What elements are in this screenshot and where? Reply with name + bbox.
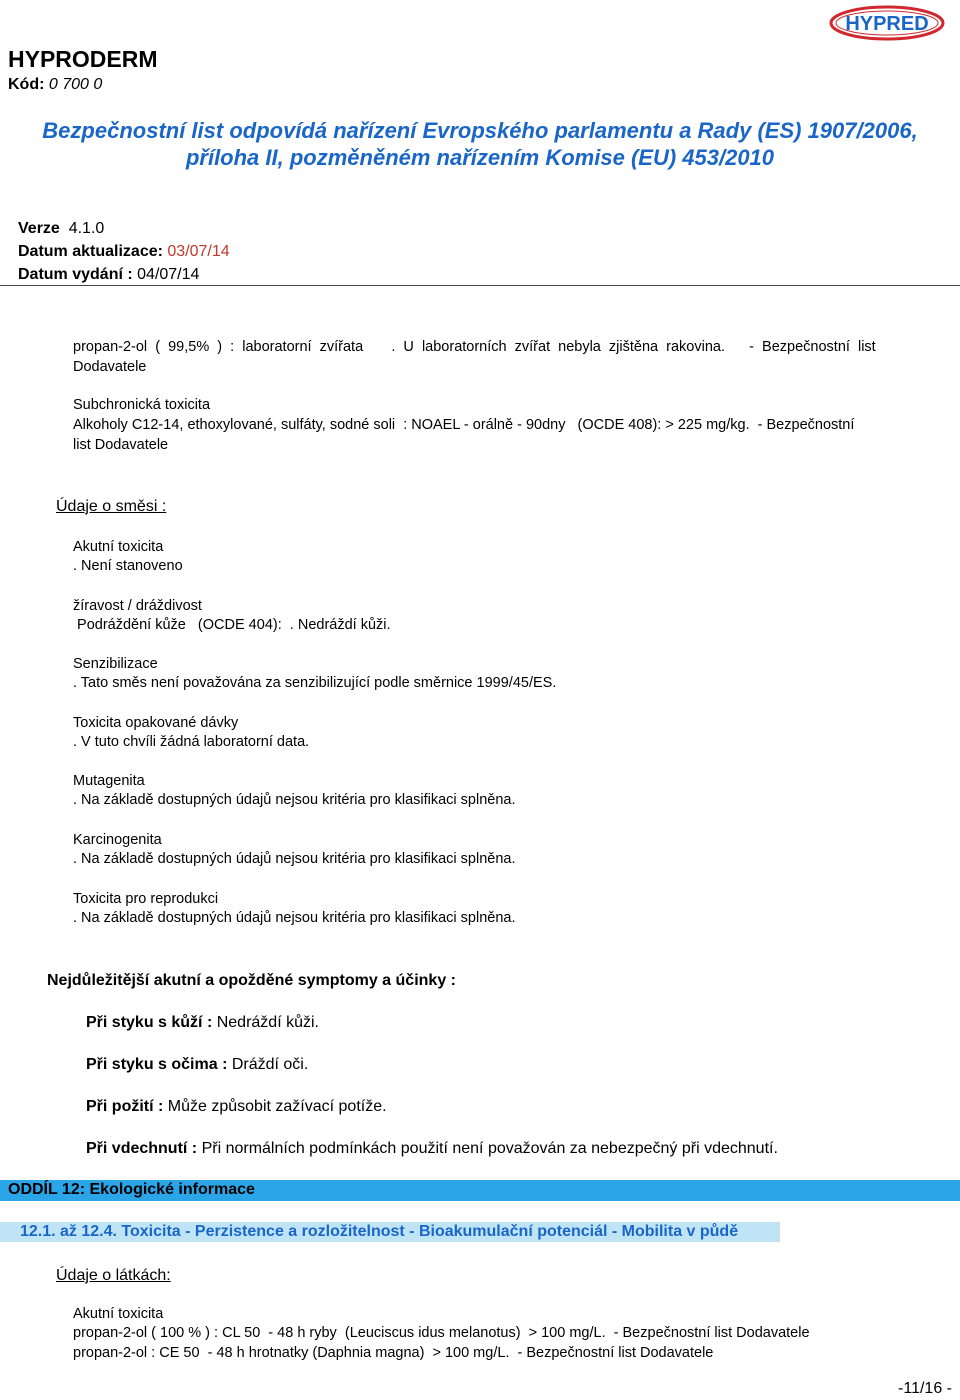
mixture-item-label: Toxicita pro reprodukci [73,891,219,907]
updated-value: 03/07/14 [167,243,230,260]
mixture-item-value: Podráždění kůže (OCDE 404): . Nedráždí kůži. [73,617,391,633]
subchronic-heading: Subchronická toxicita [73,397,211,413]
section-12-subbar [0,1222,780,1242]
page-number: -11/16 - [898,1380,952,1397]
symptom-value: Nedráždí kůži. [212,1014,319,1031]
section-12-subtitle: 12.1. až 12.4. Toxicita - Perzistence a rozložitelnost - Bioakumulační potenciál - Mobilita v půdě [20,1223,739,1240]
mixture-item-label: žíravost / dráždivost [73,598,202,614]
acute-toxicity-line: propan-2-ol : CE 50 - 48 h hrotnatky (Daphnia magna) > 100 mg/L. - Bezpečnostní list Dodavatele [73,1345,714,1361]
section-12-title: ODDÍL 12: Ekologické informace [8,1181,255,1198]
acute-toxicity-line: propan-2-ol ( 100 % ) : CL 50 - 48 h ryby (Leuciscus idus melanotus) > 100 mg/L. - Bezpečnostní list Dodavatele [73,1325,810,1341]
substance-line: propan-2-ol ( 99,5% ) : laboratorní zvířata . U laboratorních zvířat nebyla zjištěna rakovina. - Bezpečnostní list [73,339,876,355]
version-value: 4.1.0 [68,220,105,237]
symptom-skin [86,1014,319,1032]
mixture-item-label: Toxicita opakované dávky [73,715,239,731]
symptom-value: Může způsobit zažívací potíže. [163,1098,387,1115]
mixture-item-value: . Na základě dostupných údajů nejsou kritéria pro klasifikaci splněna. [73,851,516,867]
substances-heading: Údaje o látkách: [56,1267,171,1284]
version-label: Verze [18,220,60,237]
code-label: Kód: [8,76,45,93]
mixture-item-label: Senzibilizace [73,656,158,672]
symptom-label: Při styku s očima : [86,1056,228,1073]
issued-label: Datum vydání : [18,266,133,283]
symptom-ingestion [86,1098,387,1116]
symptom-value: Dráždí oči. [227,1056,309,1073]
mixture-item-label: Mutagenita [73,773,145,789]
mixture-item-label: Akutní toxicita [73,539,164,555]
mixture-item-label: Karcinogenita [73,832,162,848]
mixture-item-value: . Na základě dostupných údajů nejsou kritéria pro klasifikaci splněna. [73,792,516,808]
updated-label: Datum aktualizace: [18,243,163,260]
logo-text: HYPRED [845,13,929,35]
code-value: 0 700 0 [48,76,103,93]
mixture-item-value: . Není stanoveno [73,558,183,574]
product-code [8,76,102,94]
version-row [18,220,104,238]
mixture-item-value: . Tato směs není považována za senzibilizující podle směrnice 1999/45/ES. [73,675,557,691]
mixture-heading: Údaje o směsi : [56,498,167,515]
section-12-bar [0,1180,960,1201]
symptoms-heading: Nejdůležitější akutní a opožděné symptomy a účinky : [47,972,456,989]
acute-toxicity-label: Akutní toxicita [73,1306,164,1322]
symptom-eyes [86,1056,308,1074]
subchronic-line-cont: list Dodavatele [73,437,169,453]
symptom-label: Při vdechnutí : [86,1140,198,1157]
updated-row [18,243,230,261]
header-divider [0,285,960,286]
regulation-title-line2: příloha II, pozměněném nařízením Komise (EU) 453/2010 [185,145,775,170]
regulation-title-line1: Bezpečnostní list odpovídá nařízení Evropského parlamentu a Rady (ES) 1907/2006, [42,118,918,143]
symptom-value: Při normálních podmínkách použití není považován za nebezpečný při vdechnutí. [197,1140,778,1157]
substance-line-cont: Dodavatele [73,359,147,375]
issued-value: 04/07/14 [137,266,200,283]
symptom-label: Při styku s kůží : [86,1014,213,1031]
subchronic-line: Alkoholy C12-14, ethoxylované, sulfáty, sodné soli : NOAEL - orálně - 90dny (OCDE 408): > 225 mg/kg. - Bezpečnostní [73,417,855,433]
mixture-item-value: . V tuto chvíli žádná laboratorní data. [73,734,310,750]
mixture-item-value: . Na základě dostupných údajů nejsou kritéria pro klasifikaci splněna. [73,910,516,926]
hypred-logo [828,4,946,42]
symptom-inhalation [86,1140,778,1158]
issued-row [18,266,199,284]
symptom-label: Při požití : [86,1098,164,1115]
product-title: HYPRODERM [8,46,158,72]
